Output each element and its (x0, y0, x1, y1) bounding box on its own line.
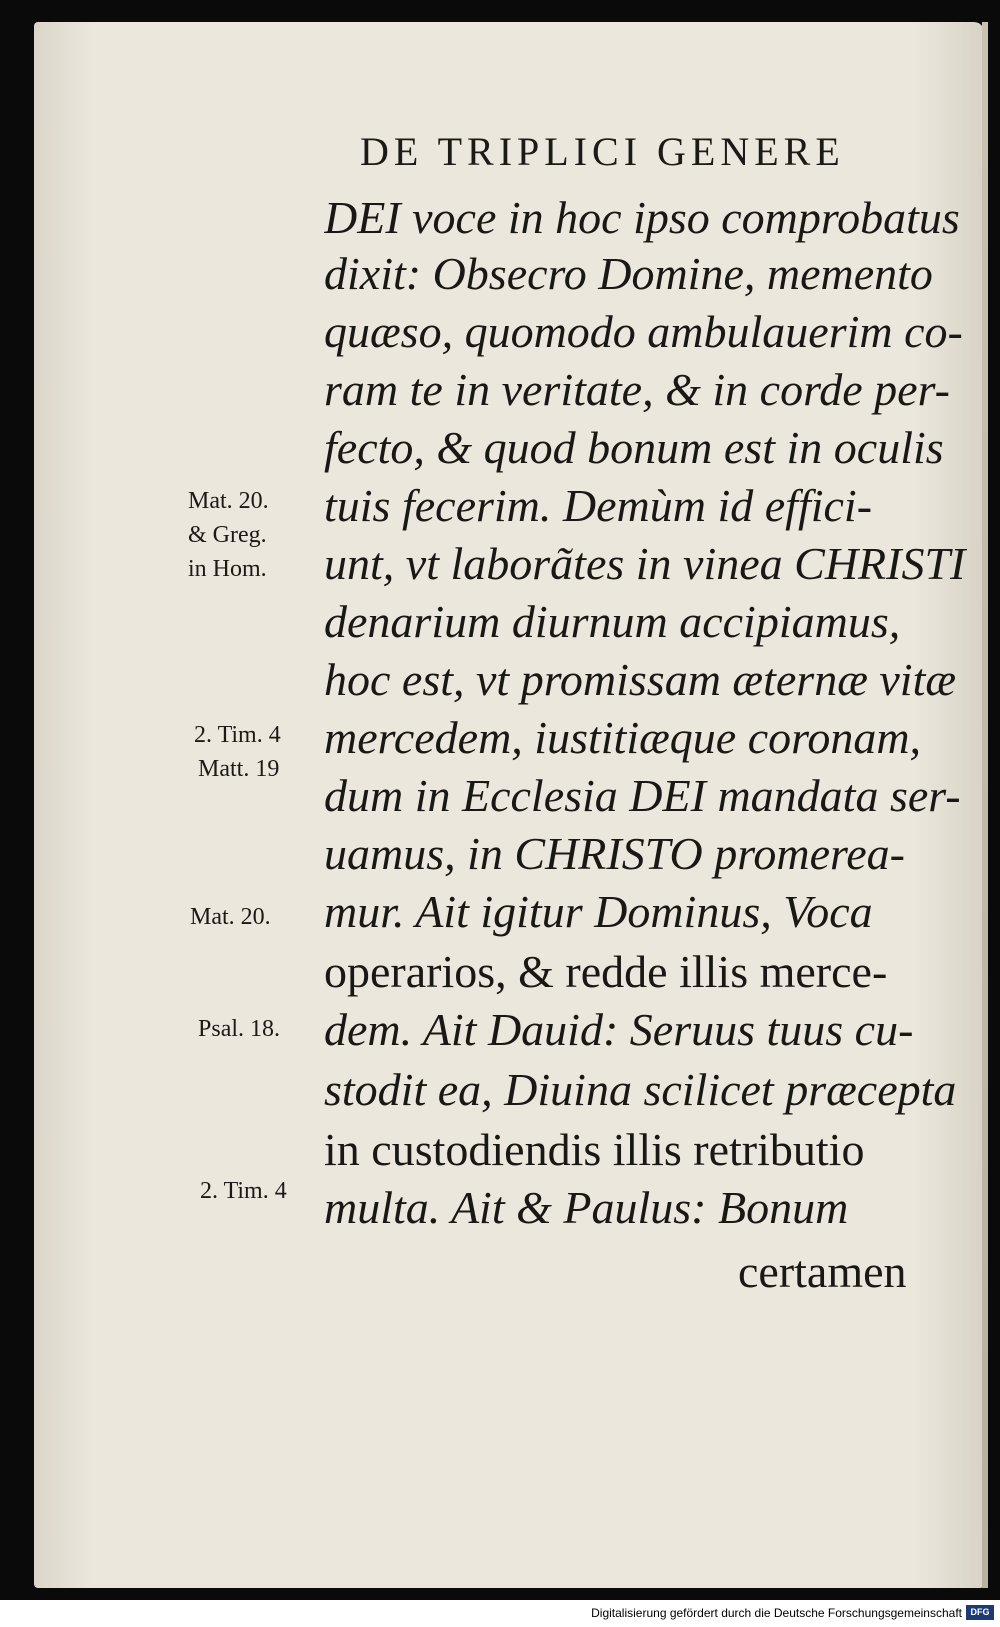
margin-note-7: Psal. 18. (198, 1016, 281, 1042)
text-line-1: DEI voce in hoc ipso comprobatus (324, 192, 960, 243)
text-line-8: denarium diurnum accipiamus, (324, 596, 901, 647)
margin-note-8: 2. Tim. 4 (200, 1178, 287, 1204)
footer-credit: Digitalisierung gefördert durch die Deutsche Forschungsgemeinschaft (591, 1606, 962, 1620)
running-head: DE TRIPLICI GENERE (360, 129, 845, 174)
text-line-10: mercedem, iustitiæque coronam, (324, 712, 922, 763)
text-line-18: multa. Ait & Paulus: Bonum (324, 1182, 849, 1233)
catchword: certamen (738, 1246, 907, 1297)
text-line-15: dem. Ait Dauid: Seruus tuus cu- (324, 1004, 914, 1055)
margin-note-6: Mat. 20. (190, 904, 271, 930)
text-line-7: unt, vt laborãtes in vinea CHRISTI (324, 538, 966, 589)
text-line-16: stodit ea, Diuina scilicet præcepta (324, 1064, 957, 1115)
margin-note-1: Mat. 20. (188, 488, 269, 514)
margin-note-3: in Hom. (188, 556, 267, 582)
text-line-11: dum in Ecclesia DEI mandata ser- (324, 770, 961, 821)
text-line-5: fecto, & quod bonum est in oculis (324, 422, 944, 473)
text-line-3: quæso, quomodo ambulauerim co- (324, 306, 963, 357)
margin-note-2: & Greg. (188, 522, 267, 548)
text-line-12: uamus, in CHRISTO promerea- (324, 828, 905, 879)
text-line-4: ram te in veritate, & in corde per- (324, 364, 950, 415)
footer-bar (0, 1600, 1000, 1627)
text-line-13: mur. Ait igitur Dominus, Voca (324, 886, 873, 937)
text-line-17: in custodiendis illis retributio (324, 1124, 865, 1175)
text-line-9: hoc est, vt promissam æternæ vitæ (324, 654, 957, 705)
margin-note-5: Matt. 19 (198, 756, 280, 782)
dfg-logo-icon: DFG (966, 1605, 994, 1620)
page-edge (982, 22, 988, 1588)
text-line-2: dixit: Obsecro Domine, memento (324, 248, 933, 299)
margin-note-4: 2. Tim. 4 (194, 722, 281, 748)
text-line-6: tuis fecerim. Demùm id effici- (324, 480, 873, 531)
text-line-14: operarios, & redde illis merce- (324, 946, 888, 997)
